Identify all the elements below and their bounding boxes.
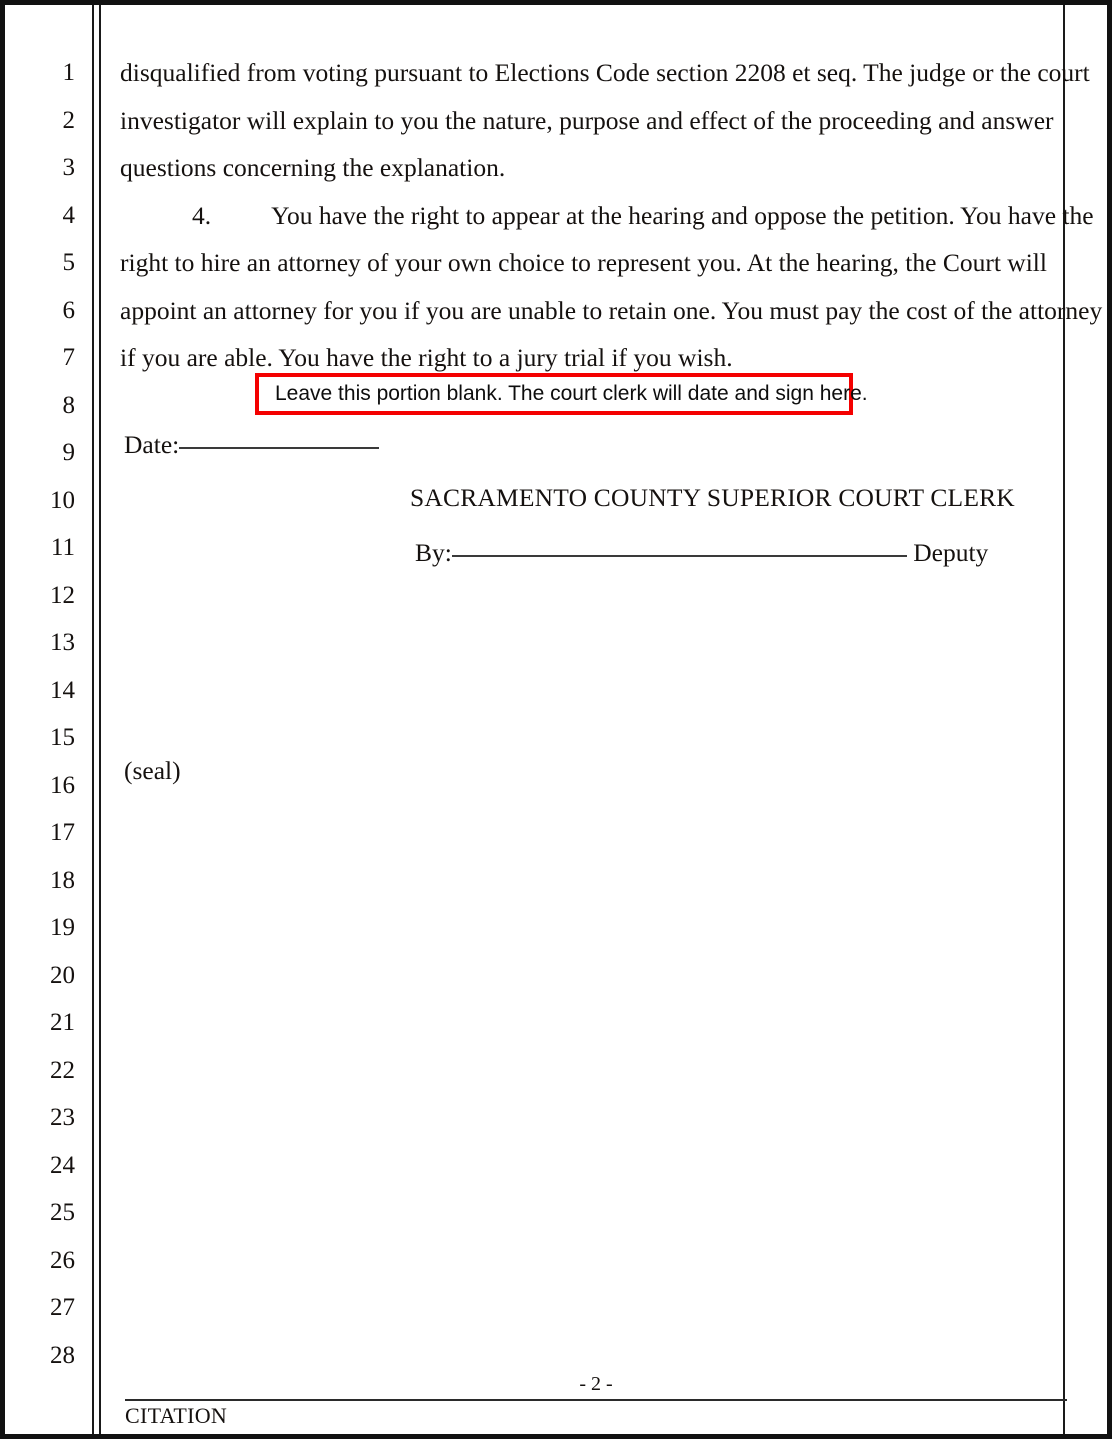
body-text-line: if you are able. You have the right to a jury trial if you wish. <box>120 343 733 372</box>
paragraph-number: 4. <box>192 200 212 230</box>
line-number: 8 <box>62 391 75 419</box>
body-text-line: questions concerning the explanation. <box>120 153 506 182</box>
line-number: 1 <box>62 59 75 86</box>
date-field[interactable] <box>124 430 379 460</box>
line-number: 15 <box>50 724 75 751</box>
line-number: 12 <box>50 581 75 609</box>
line-number: 4 <box>62 201 75 229</box>
line-number: 16 <box>50 771 75 799</box>
line-number-gutter <box>5 5 87 1434</box>
line-number: 27 <box>50 1294 75 1321</box>
paragraph-4-text: You have the right to appear at the hearing and oppose the petition. You have the <box>271 200 1094 230</box>
line-number: 11 <box>50 534 75 561</box>
line-number: 18 <box>50 866 75 894</box>
page-number: - 2 - <box>579 1373 613 1395</box>
seal-label: (seal) <box>124 756 181 785</box>
deputy-label: Deputy <box>913 538 989 567</box>
line-number: 7 <box>62 344 75 371</box>
line-number: 22 <box>50 1056 75 1084</box>
court-clerk-name: SACRAMENTO COUNTY SUPERIOR COURT CLERK <box>410 483 1015 512</box>
clerk-instruction-callout <box>255 373 868 415</box>
line-number: 25 <box>50 1199 75 1226</box>
line-number: 28 <box>50 1341 75 1369</box>
left-margin-rule-inner <box>99 5 101 1434</box>
line-number: 2 <box>62 106 75 134</box>
line-number: 19 <box>50 914 75 941</box>
line-number: 24 <box>50 1151 75 1179</box>
line-number: 6 <box>62 296 75 324</box>
line-number: 20 <box>50 961 75 989</box>
body-text-line: appoint an attorney for you if you are unable to retain one. You must pay the cost of the attorney <box>120 295 1103 325</box>
line-number: 10 <box>50 486 75 514</box>
date-blank-line[interactable] <box>179 447 379 449</box>
body-text-line: investigator will explain to you the nature, purpose and effect of the proceeding and answer <box>120 105 1054 135</box>
signature-field[interactable] <box>415 538 988 568</box>
by-label: By: <box>415 538 452 567</box>
document-title-footer: CITATION <box>125 1403 228 1428</box>
paragraph-4-first-line <box>120 192 1094 240</box>
signature-blank-line[interactable] <box>452 555 907 557</box>
footer-divider <box>125 1399 1067 1401</box>
clerk-instruction-text: Leave this portion blank. The court clerk will date and sign here. <box>275 382 868 405</box>
line-number: 26 <box>50 1246 75 1274</box>
left-margin-rule-outer <box>92 5 94 1434</box>
line-number: 3 <box>62 154 75 181</box>
line-number: 14 <box>50 676 75 704</box>
line-number: 13 <box>50 629 75 656</box>
line-number: 23 <box>50 1104 75 1131</box>
line-number: 17 <box>50 819 75 846</box>
line-number: 21 <box>50 1009 75 1036</box>
document-body <box>120 5 1103 382</box>
date-label: Date: <box>124 430 180 459</box>
line-number: 9 <box>62 439 75 466</box>
line-number: 5 <box>62 249 75 276</box>
body-text-line: right to hire an attorney of your own choice to represent you. At the hearing, the Court will <box>120 248 1047 277</box>
body-text-line: disqualified from voting pursuant to Elections Code section 2208 et seq. The judge or the court <box>120 58 1090 87</box>
